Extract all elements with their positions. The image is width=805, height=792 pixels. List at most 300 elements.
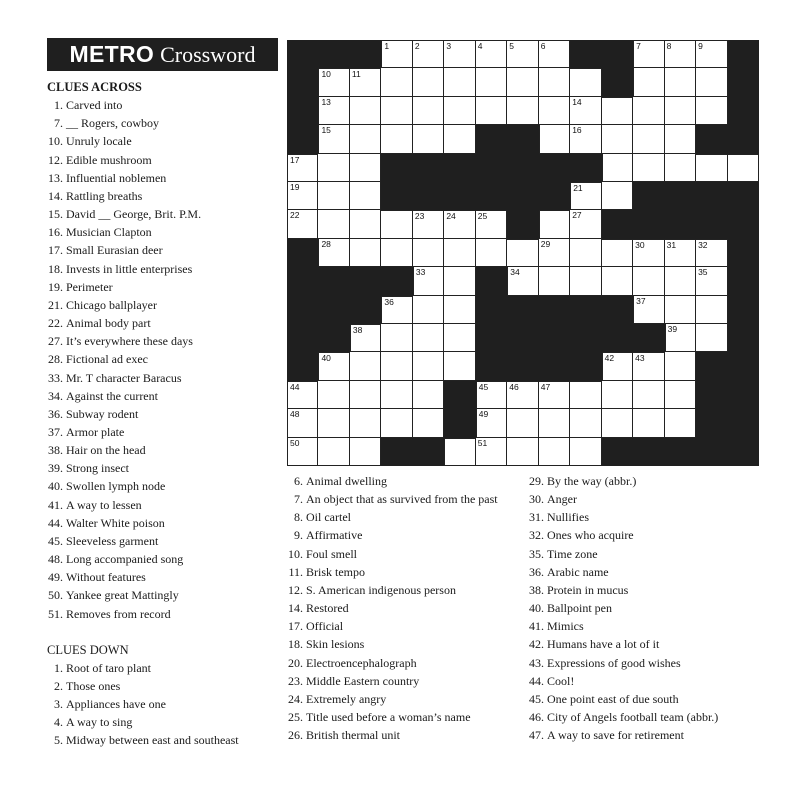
grid-cell[interactable]: [539, 40, 570, 68]
grid-cell[interactable]: [539, 267, 570, 295]
clue-number: 14.: [288, 601, 303, 616]
grid-block: [507, 210, 538, 238]
grid-cell[interactable]: [665, 239, 696, 267]
clue-text: Carved into: [66, 98, 123, 113]
grid-cell[interactable]: [318, 239, 349, 267]
grid-cell[interactable]: [507, 267, 538, 295]
grid-cell[interactable]: [381, 210, 412, 238]
grid-cell[interactable]: [413, 381, 444, 409]
grid-cell[interactable]: [507, 381, 538, 409]
grid-cell[interactable]: [413, 210, 444, 238]
grid-cell[interactable]: [696, 239, 727, 267]
clue-item: [287, 508, 527, 526]
grid-cell[interactable]: [570, 239, 601, 267]
grid-block: [570, 296, 601, 324]
grid-cell[interactable]: [287, 381, 318, 409]
grid-cell[interactable]: [350, 154, 381, 182]
grid-cell[interactable]: [444, 40, 475, 68]
grid-cell[interactable]: [287, 438, 318, 466]
clue-item: [287, 635, 527, 653]
grid-block: [381, 154, 412, 182]
clue-item: [47, 731, 282, 749]
grid-cell[interactable]: [350, 125, 381, 153]
cell-number: 27: [572, 210, 582, 221]
clue-item: [47, 332, 282, 350]
grid-block: [696, 125, 727, 153]
clue-number: 38.: [529, 582, 544, 597]
grid-cell[interactable]: [381, 68, 412, 96]
grid-cell[interactable]: [444, 68, 475, 96]
clue-item: [287, 490, 527, 508]
grid-block: [633, 438, 664, 466]
grid-cell[interactable]: [444, 210, 475, 238]
clue-item: [47, 459, 282, 477]
grid-cell[interactable]: [476, 409, 507, 437]
grid-cell[interactable]: [633, 68, 664, 96]
grid-cell[interactable]: [318, 438, 349, 466]
cell-number: 35: [698, 267, 708, 278]
grid-cell[interactable]: [350, 324, 381, 352]
clue-text: Strong insect: [66, 461, 129, 476]
grid-cell[interactable]: [318, 125, 349, 153]
grid-cell[interactable]: [633, 239, 664, 267]
clue-number: 26.: [288, 728, 303, 743]
clue-number: 1.: [54, 660, 63, 675]
grid-block: [570, 154, 601, 182]
grid-cell[interactable]: [539, 210, 570, 238]
grid-cell[interactable]: [507, 239, 538, 267]
grid-block: [728, 68, 759, 96]
cell-number: 38: [352, 325, 363, 335]
clue-item: [47, 205, 282, 223]
grid-cell[interactable]: [539, 68, 570, 96]
cell-number: 14: [572, 96, 582, 107]
grid-cell[interactable]: [570, 125, 601, 153]
clue-text: Unruly locale: [66, 134, 132, 149]
grid-block: [602, 324, 633, 352]
grid-block: [570, 324, 601, 352]
clue-text: Small Eurasian deer: [66, 243, 163, 258]
grid-block: [539, 154, 570, 182]
grid-cell[interactable]: [539, 381, 570, 409]
grid-block: [476, 267, 507, 295]
cell-number: 3: [446, 41, 452, 51]
clue-text: Oil cartel: [306, 510, 351, 525]
clue-item: [287, 708, 527, 726]
clue-text: Middle Eastern country: [306, 673, 420, 688]
grid-cell[interactable]: [318, 352, 349, 380]
clue-number: 29.: [529, 474, 544, 488]
cell-number: 8: [666, 41, 672, 51]
crossword-grid: [287, 40, 759, 466]
grid-cell[interactable]: [381, 296, 412, 324]
grid-cell[interactable]: [381, 409, 412, 437]
grid-cell[interactable]: [507, 68, 538, 96]
clue-text: Cool!: [547, 673, 575, 688]
grid-cell[interactable]: [413, 97, 444, 125]
grid-cell[interactable]: [476, 381, 507, 409]
grid-cell[interactable]: [633, 40, 664, 68]
clue-text: Title used before a woman’s name: [306, 710, 471, 725]
grid-cell[interactable]: [539, 97, 570, 125]
grid-cell[interactable]: [381, 40, 412, 68]
clue-item: [528, 581, 768, 599]
grid-cell[interactable]: [696, 97, 727, 125]
clue-number: 30.: [529, 492, 544, 507]
cell-number: 29: [540, 238, 551, 249]
grid-cell[interactable]: [696, 324, 727, 352]
grid-cell[interactable]: [665, 381, 696, 409]
grid-cell[interactable]: [539, 438, 570, 466]
grid-block: [318, 296, 349, 324]
grid-cell[interactable]: [602, 97, 633, 125]
grid-cell[interactable]: [665, 409, 696, 437]
grid-cell[interactable]: [444, 438, 475, 466]
grid-block: [444, 381, 475, 409]
grid-cell[interactable]: [350, 210, 381, 238]
cell-number: 32: [698, 239, 708, 250]
grid-cell[interactable]: [476, 40, 507, 68]
grid-cell[interactable]: [633, 154, 664, 182]
grid-cell[interactable]: [602, 267, 633, 295]
grid-cell[interactable]: [350, 97, 381, 125]
grid-cell[interactable]: [444, 352, 475, 380]
cell-number: 24: [446, 211, 456, 222]
grid-cell[interactable]: [570, 438, 601, 466]
clue-item: [528, 508, 768, 526]
grid-cell[interactable]: [350, 239, 381, 267]
grid-cell[interactable]: [570, 210, 601, 238]
clue-text: Midway between east and southeast: [66, 733, 239, 748]
grid-cell[interactable]: [570, 97, 601, 125]
cell-number: 39: [667, 324, 678, 334]
down-clue-list-part-1: [47, 659, 282, 750]
clue-text: Against the current: [66, 388, 158, 403]
grid-cell[interactable]: [539, 125, 570, 153]
grid-cell[interactable]: [602, 409, 633, 437]
clue-item: [47, 151, 282, 169]
grid-cell[interactable]: [413, 267, 444, 295]
clue-text: Perimeter: [66, 279, 113, 294]
grid-cell[interactable]: [476, 68, 507, 96]
cell-number: 6: [540, 41, 546, 51]
clue-item: [47, 586, 282, 604]
grid-block: [728, 239, 759, 267]
grid-cell[interactable]: [381, 97, 412, 125]
clue-number: 25.: [288, 710, 303, 725]
grid-block: [350, 40, 381, 68]
clue-item: [287, 581, 527, 599]
grid-block: [318, 324, 349, 352]
grid-block: [350, 296, 381, 324]
clue-number: 4.: [54, 715, 63, 730]
clue-item: [47, 568, 282, 586]
grid-cell[interactable]: [602, 154, 633, 182]
cell-number: 51: [477, 437, 488, 448]
cell-number: 42: [604, 353, 615, 364]
across-clue-list: [47, 96, 282, 623]
grid-block: [602, 40, 633, 68]
grid-cell[interactable]: [350, 381, 381, 409]
grid-cell[interactable]: [444, 267, 475, 295]
grid-cell[interactable]: [602, 125, 633, 153]
cell-number: 17: [290, 154, 300, 165]
clue-number: 13.: [48, 170, 63, 185]
clue-text: Brisk tempo: [306, 564, 365, 579]
grid-cell[interactable]: [287, 210, 318, 238]
grid-block: [602, 68, 633, 96]
clue-number: 12.: [48, 152, 63, 167]
clue-item: [47, 314, 282, 332]
clue-number: 21.: [48, 297, 63, 312]
grid-cell[interactable]: [665, 125, 696, 153]
clue-text: A way to sing: [66, 715, 133, 730]
grid-block: [507, 154, 538, 182]
grid-cell[interactable]: [476, 97, 507, 125]
clue-number: 15.: [48, 207, 63, 222]
grid-cell[interactable]: [570, 409, 601, 437]
grid-block: [413, 438, 444, 466]
clue-number: 43.: [529, 655, 544, 670]
grid-cell[interactable]: [413, 352, 444, 380]
clue-number: 39.: [48, 461, 63, 476]
grid-cell[interactable]: [633, 97, 664, 125]
down-heading: CLUES DOWN: [47, 642, 129, 657]
clue-text: By the way (abbr.): [547, 474, 637, 488]
grid-block: [287, 125, 318, 153]
clue-text: Foul smell: [306, 546, 358, 561]
grid-cell[interactable]: [570, 182, 601, 210]
grid-cell[interactable]: [633, 381, 664, 409]
grid-cell[interactable]: [633, 267, 664, 295]
grid-cell[interactable]: [696, 68, 727, 96]
grid-cell[interactable]: [570, 68, 601, 96]
grid-cell[interactable]: [350, 438, 381, 466]
clue-text: Animal body part: [66, 316, 151, 331]
grid-block: [728, 210, 759, 238]
grid-cell[interactable]: [413, 40, 444, 68]
clue-text: Hair on the head: [66, 443, 146, 458]
grid-cell[interactable]: [633, 352, 664, 380]
clue-item: [287, 526, 527, 544]
clue-number: 20.: [288, 655, 303, 670]
grid-cell[interactable]: [413, 324, 444, 352]
grid-block: [287, 296, 318, 324]
grid-block: [539, 352, 570, 380]
grid-cell[interactable]: [476, 239, 507, 267]
cell-number: 33: [415, 267, 426, 278]
grid-block: [728, 381, 759, 409]
grid-block: [728, 40, 759, 68]
grid-cell[interactable]: [696, 296, 727, 324]
grid-cell[interactable]: [602, 352, 633, 380]
grid-cell[interactable]: [665, 68, 696, 96]
clue-number: 46.: [529, 710, 544, 725]
clue-item: [47, 296, 282, 314]
grid-cell[interactable]: [444, 324, 475, 352]
grid-cell[interactable]: [350, 68, 381, 96]
grid-cell[interactable]: [696, 40, 727, 68]
clue-item: [287, 563, 527, 581]
grid-cell[interactable]: [507, 97, 538, 125]
cell-number: 16: [572, 125, 582, 136]
title-brand: METRO: [69, 41, 155, 67]
clue-text: Without features: [66, 570, 146, 585]
clue-number: 17.: [48, 243, 63, 258]
cell-number: 10: [321, 69, 331, 80]
cell-number: 13: [321, 96, 331, 107]
grid-cell[interactable]: [633, 409, 664, 437]
grid-cell[interactable]: [413, 125, 444, 153]
grid-cell[interactable]: [570, 381, 601, 409]
grid-cell[interactable]: [665, 40, 696, 68]
grid-cell[interactable]: [413, 239, 444, 267]
grid-cell[interactable]: [665, 296, 696, 324]
grid-cell[interactable]: [318, 210, 349, 238]
grid-cell[interactable]: [381, 324, 412, 352]
grid-cell[interactable]: [696, 154, 727, 182]
grid-cell[interactable]: [287, 409, 318, 437]
grid-cell[interactable]: [318, 409, 349, 437]
clue-item: [528, 526, 768, 544]
grid-cell[interactable]: [381, 381, 412, 409]
grid-cell[interactable]: [444, 125, 475, 153]
grid-cell[interactable]: [696, 267, 727, 295]
grid-cell[interactable]: [507, 438, 538, 466]
grid-cell[interactable]: [381, 125, 412, 153]
grid-cell[interactable]: [507, 409, 538, 437]
across-heading: CLUES ACROSS: [47, 80, 142, 94]
clue-item: [47, 278, 282, 296]
clue-item: [47, 713, 282, 731]
clue-number: 48.: [48, 552, 63, 567]
grid-cell[interactable]: [287, 182, 318, 210]
clue-item: [47, 405, 282, 423]
grid-cell[interactable]: [444, 296, 475, 324]
clue-item: [528, 599, 768, 617]
clue-item: [47, 96, 282, 114]
clue-number: 12.: [288, 582, 303, 597]
grid-cell[interactable]: [633, 125, 664, 153]
clue-number: 35.: [529, 546, 544, 561]
grid-cell[interactable]: [665, 324, 696, 352]
grid-block: [287, 97, 318, 125]
clue-number: 34.: [48, 388, 63, 403]
grid-cell[interactable]: [602, 381, 633, 409]
clue-item: [47, 241, 282, 259]
clue-number: 9.: [294, 528, 303, 543]
clue-text: Appliances have one: [66, 697, 166, 712]
grid-cell[interactable]: [507, 40, 538, 68]
grid-cell[interactable]: [728, 154, 759, 182]
clue-item: [47, 659, 282, 677]
clue-text: Swollen lymph node: [66, 479, 166, 494]
grid-block: [381, 267, 412, 295]
grid-cell[interactable]: [539, 239, 570, 267]
grid-cell[interactable]: [318, 154, 349, 182]
grid-block: [381, 182, 412, 210]
grid-block: [444, 182, 475, 210]
grid-cell[interactable]: [539, 409, 570, 437]
grid-cell[interactable]: [476, 210, 507, 238]
clue-text: Chicago ballplayer: [66, 297, 157, 312]
grid-cell[interactable]: [318, 68, 349, 96]
clue-item: [47, 605, 282, 623]
clue-item: [528, 545, 768, 563]
grid-block: [728, 267, 759, 295]
grid-cell[interactable]: [350, 409, 381, 437]
cell-number: 11: [351, 69, 361, 80]
clue-number: 18.: [48, 261, 63, 276]
grid-cell[interactable]: [570, 267, 601, 295]
clue-number: 14.: [48, 188, 63, 203]
clue-text: A way to lessen: [66, 497, 142, 512]
grid-cell[interactable]: [413, 409, 444, 437]
grid-cell[interactable]: [381, 352, 412, 380]
grid-cell[interactable]: [444, 97, 475, 125]
grid-block: [287, 352, 318, 380]
clue-item: [528, 654, 768, 672]
clue-text: It’s everywhere these days: [66, 334, 193, 349]
grid-cell[interactable]: [665, 154, 696, 182]
grid-cell[interactable]: [318, 381, 349, 409]
clue-item: [47, 695, 282, 713]
grid-cell[interactable]: [318, 182, 349, 210]
cell-number: 4: [477, 41, 483, 51]
grid-cell[interactable]: [665, 352, 696, 380]
clue-number: 8.: [294, 510, 303, 525]
grid-block: [728, 324, 759, 352]
clue-text: S. American indigenous person: [306, 582, 456, 597]
grid-block: [728, 97, 759, 125]
grid-cell[interactable]: [350, 352, 381, 380]
clue-number: 50.: [48, 588, 63, 603]
cell-number: 25: [477, 211, 488, 222]
grid-block: [287, 267, 318, 295]
clue-number: 49.: [48, 570, 63, 585]
grid-cell[interactable]: [318, 97, 349, 125]
clue-text: Rattling breaths: [66, 188, 143, 203]
clue-text: Mimics: [547, 619, 584, 634]
grid-cell[interactable]: [602, 239, 633, 267]
clue-item: [287, 690, 527, 708]
grid-cell[interactable]: [444, 239, 475, 267]
clue-number: 7.: [54, 116, 63, 131]
clue-item: [47, 132, 282, 150]
clue-text: A way to save for retirement: [547, 728, 684, 743]
grid-cell[interactable]: [665, 97, 696, 125]
grid-cell[interactable]: [413, 296, 444, 324]
grid-block: [476, 125, 507, 153]
grid-cell[interactable]: [287, 154, 318, 182]
cell-number: 15: [321, 125, 331, 136]
clue-number: 33.: [48, 370, 63, 385]
clue-item: [47, 532, 282, 550]
grid-cell[interactable]: [665, 267, 696, 295]
grid-cell[interactable]: [602, 182, 633, 210]
clue-text: Animal dwelling: [306, 474, 387, 488]
grid-block: [602, 210, 633, 238]
grid-block: [318, 40, 349, 68]
grid-cell[interactable]: [633, 296, 664, 324]
grid-cell[interactable]: [350, 182, 381, 210]
grid-block: [507, 182, 538, 210]
grid-cell[interactable]: [476, 438, 507, 466]
grid-cell[interactable]: [413, 68, 444, 96]
grid-block: [507, 296, 538, 324]
grid-cell[interactable]: [381, 239, 412, 267]
down-clue-list-part-3: [528, 472, 768, 744]
